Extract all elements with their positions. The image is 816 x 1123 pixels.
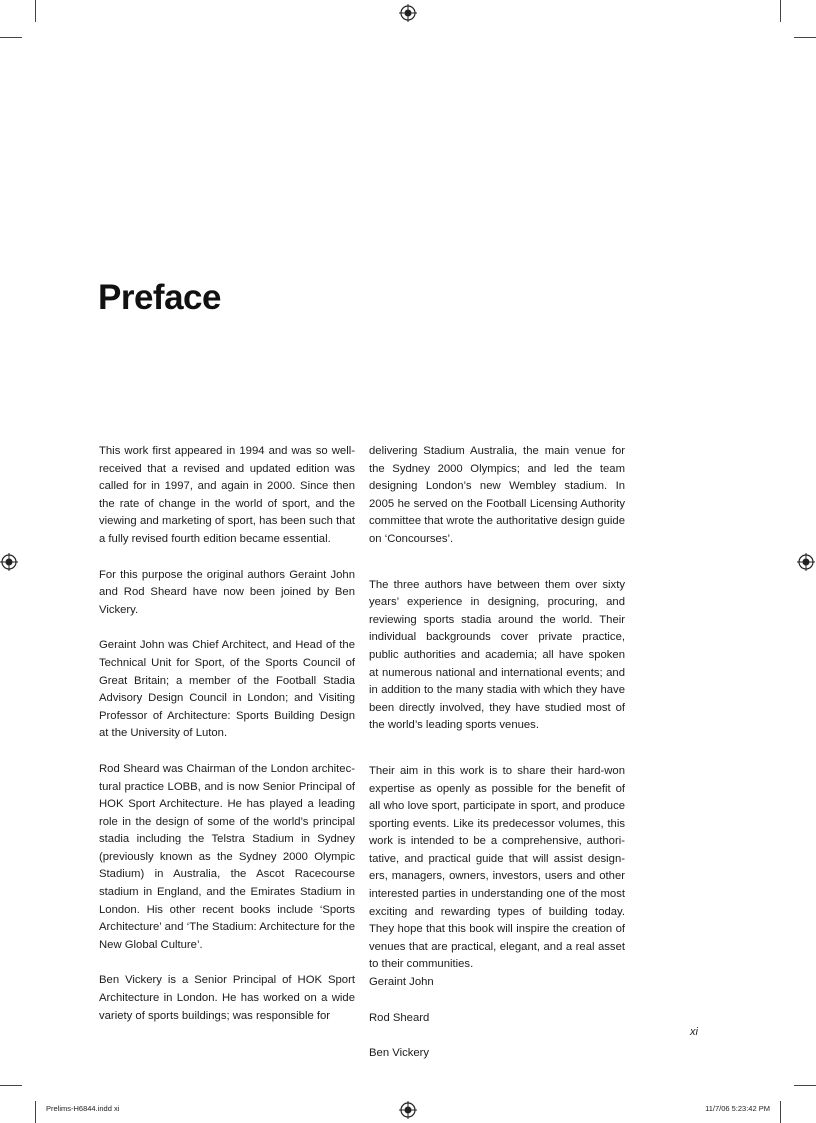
registration-mark-icon [0, 553, 18, 571]
registration-mark-icon [797, 553, 815, 571]
paragraph: The three authors have between them over sixty years’ experience in designing, procuring, and reviewing sports stadia around the world. Their individual backgrounds cover private practice, public authorities and academia; all have spoken at numerous national and international events; and in addition to the many stadia with which they have been directly involved, they have studied most of the world’s leading sports venues. [369, 578, 625, 732]
slug-filename: Prelims-H6844.indd xi [46, 1104, 120, 1113]
right-column [369, 443, 625, 1081]
signature: Geraint John [369, 976, 434, 989]
crop-mark [35, 0, 36, 22]
left-column [99, 443, 355, 1043]
paragraph: Ben Vickery is a Senior Principal of HOK Sport Architecture in London. He has worked on a wide variety of sports buildings; was responsible for [99, 974, 355, 1022]
paragraph: delivering Stadium Australia, the main venue for the Sydney 2000 Olympics; and led the team designing London’s new Wembley stadium. In 2005 he served on the Football Licensing Authority committee that wrote the authoritative design guide on ‘Concourses’. [369, 445, 625, 545]
signature: Rod Sheard [369, 1011, 430, 1024]
crop-mark [780, 0, 781, 22]
page-number: xi [690, 1026, 698, 1038]
crop-mark [780, 1101, 781, 1123]
paragraph: For this purpose the original authors Geraint John and Rod Sheard have now been joined by Ben Vickery. [99, 568, 355, 616]
registration-mark-icon [399, 4, 417, 22]
paragraph: Their aim in this work is to share their hard-won expertise as openly as possible for the benefit of all who love sport, participate in sport, and produce sporting events. Like its predecessor volumes, this work is intended to be a comprehensive, authoritative, and practical guide that will assist designers, managers, owners, investors, users and other interested parties in understanding one of the most exciting and rewarding types of building today. They hope that this book will inspire the creation of venues that are practical, elegant, and a real asset to their communities. [369, 764, 625, 971]
crop-mark [794, 1085, 816, 1086]
signature: Ben Vickery [369, 1047, 430, 1060]
crop-mark [794, 37, 816, 38]
registration-mark-icon [399, 1101, 417, 1119]
slug-timestamp: 11/7/06 5:23:42 PM [705, 1104, 770, 1113]
paragraph: This work first appeared in 1994 and was so well-received that a revised and updated edition was called for in 1997, and again in 2000. Since then the rate of change in the world of sport, and the viewing and marketing of sport, has been such that a fully revised fourth edition became essential. [99, 445, 355, 545]
crop-mark [35, 1101, 36, 1123]
crop-mark [0, 1085, 22, 1086]
paragraph: Rod Sheard was Chairman of the London architectural practice LOBB, and is now Senior Principal of HOK Sport Architecture. He has played a leading role in the design of some of the world’s principal stadia including the Telstra Stadium in Sydney (previously known as the Sydney 2000 Olympic Stadium) in Australia, the Ascot Racecourse stadium in England, and the Emirates Stadium in London. His other recent books include ‘Sports Architecture’ and ‘The Stadium: Architecture for the New Global Culture’. [99, 762, 355, 951]
crop-mark [0, 37, 22, 38]
paragraph: Geraint John was Chief Architect, and Head of the Technical Unit for Sport, of the Sports Council of Great Britain; a member of the Football Stadia Advisory Design Council in London; and Visiting Professor of Architecture: Sports Building Design at the University of Luton. [99, 639, 355, 740]
page-title: Preface [98, 278, 221, 317]
